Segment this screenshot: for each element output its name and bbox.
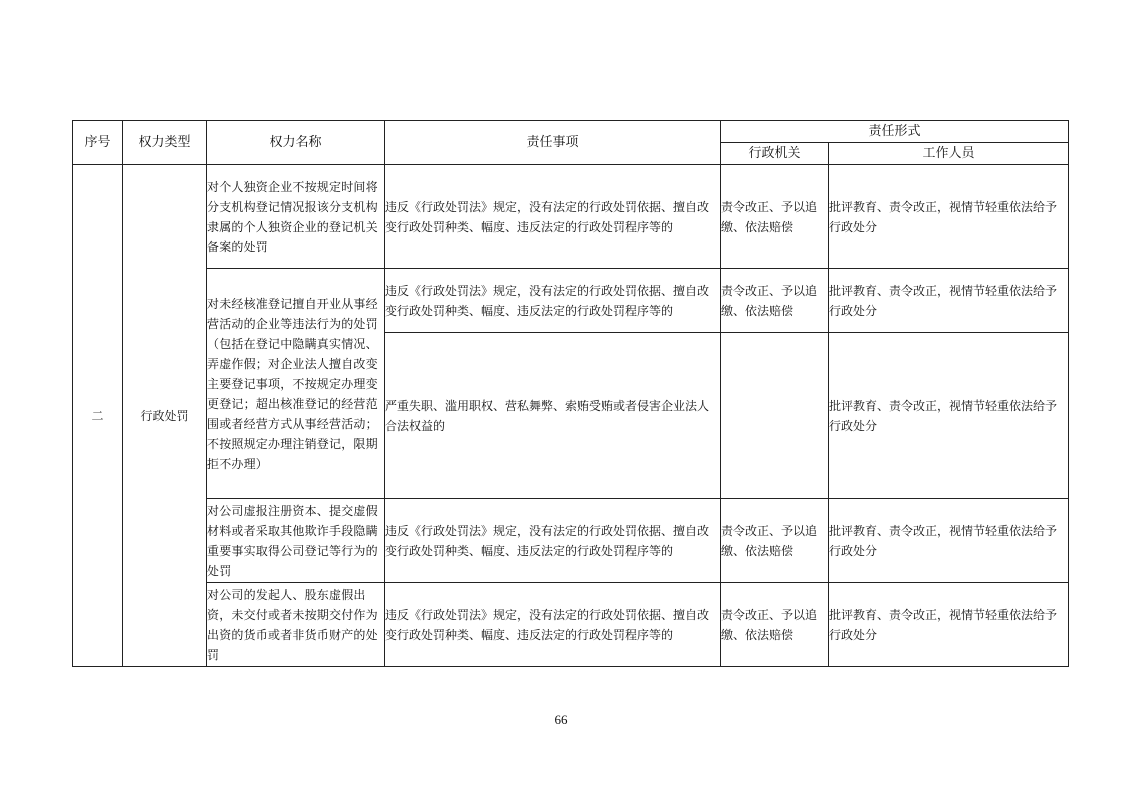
header-duty: 责任事项	[385, 121, 721, 165]
admin-org-cell: 责令改正、予以追缴、依法赔偿	[721, 583, 829, 667]
power-name-cell: 对个人独资企业不按规定时间将分支机构登记情况报该分支机构隶属的个人独资企业的登记机关备案的处罚	[207, 165, 385, 269]
power-name-cell: 对公司虚报注册资本、提交虚假材料或者采取其他欺诈手段隐瞒重要事实取得公司登记等行为的处罚	[207, 499, 385, 583]
duty-cell: 违反《行政处罚法》规定，没有法定的行政处罚依据、擅自改变行政处罚种类、幅度、违反法定的行政处罚程序等的	[385, 499, 721, 583]
header-resp-form: 责任形式	[721, 121, 1069, 143]
duty-cell: 违反《行政处罚法》规定，没有法定的行政处罚依据、擅自改变行政处罚种类、幅度、违反法定的行政处罚程序等的	[385, 165, 721, 269]
power-name-cell: 对未经核准登记擅自开业从事经营活动的企业等违法行为的处罚（包括在登记中隐瞒真实情况、弄虚作假；对企业法人擅自改变主要登记事项，不按规定办理变更登记；超出核准登记的经营范围或者经营方式从事经营活动；不按照规定办理注销登记，限期拒不办理）	[207, 269, 385, 499]
table-row	[73, 165, 1069, 269]
group-seq: 二	[73, 165, 123, 667]
duty-cell: 违反《行政处罚法》规定，没有法定的行政处罚依据、擅自改变行政处罚种类、幅度、违反法定的行政处罚程序等的	[385, 269, 721, 333]
duty-cell: 严重失职、滥用职权、营私舞弊、索贿受贿或者侵害企业法人合法权益的	[385, 333, 721, 499]
table-row	[73, 499, 1069, 583]
duty-cell: 违反《行政处罚法》规定，没有法定的行政处罚依据、擅自改变行政处罚种类、幅度、违反法定的行政处罚程序等的	[385, 583, 721, 667]
staff-cell: 批评教育、责令改正，视情节轻重依法给予行政处分	[829, 583, 1069, 667]
header-power-name: 权力名称	[207, 121, 385, 165]
header-admin-org: 行政机关	[721, 143, 829, 165]
admin-org-cell: 责令改正、予以追缴、依法赔偿	[721, 499, 829, 583]
staff-cell: 批评教育、责令改正，视情节轻重依法给予行政处分	[829, 333, 1069, 499]
admin-org-cell	[721, 333, 829, 499]
table-row	[73, 583, 1069, 667]
power-name-cell: 对公司的发起人、股东虚假出资，未交付或者未按期交付作为出资的货币或者非货币财产的处罚	[207, 583, 385, 667]
header-seq: 序号	[73, 121, 123, 165]
admin-org-cell: 责令改正、予以追缴、依法赔偿	[721, 165, 829, 269]
staff-cell: 批评教育、责令改正，视情节轻重依法给予行政处分	[829, 499, 1069, 583]
table-row	[73, 269, 1069, 333]
staff-cell: 批评教育、责令改正，视情节轻重依法给予行政处分	[829, 165, 1069, 269]
header-row-1	[73, 121, 1069, 143]
admin-org-cell: 责令改正、予以追缴、依法赔偿	[721, 269, 829, 333]
page-number: 66	[554, 712, 568, 727]
group-power-type: 行政处罚	[123, 165, 207, 667]
header-power-type: 权力类型	[123, 121, 207, 165]
responsibility-table	[72, 120, 1069, 667]
staff-cell: 批评教育、责令改正，视情节轻重依法给予行政处分	[829, 269, 1069, 333]
header-staff: 工作人员	[829, 143, 1069, 165]
